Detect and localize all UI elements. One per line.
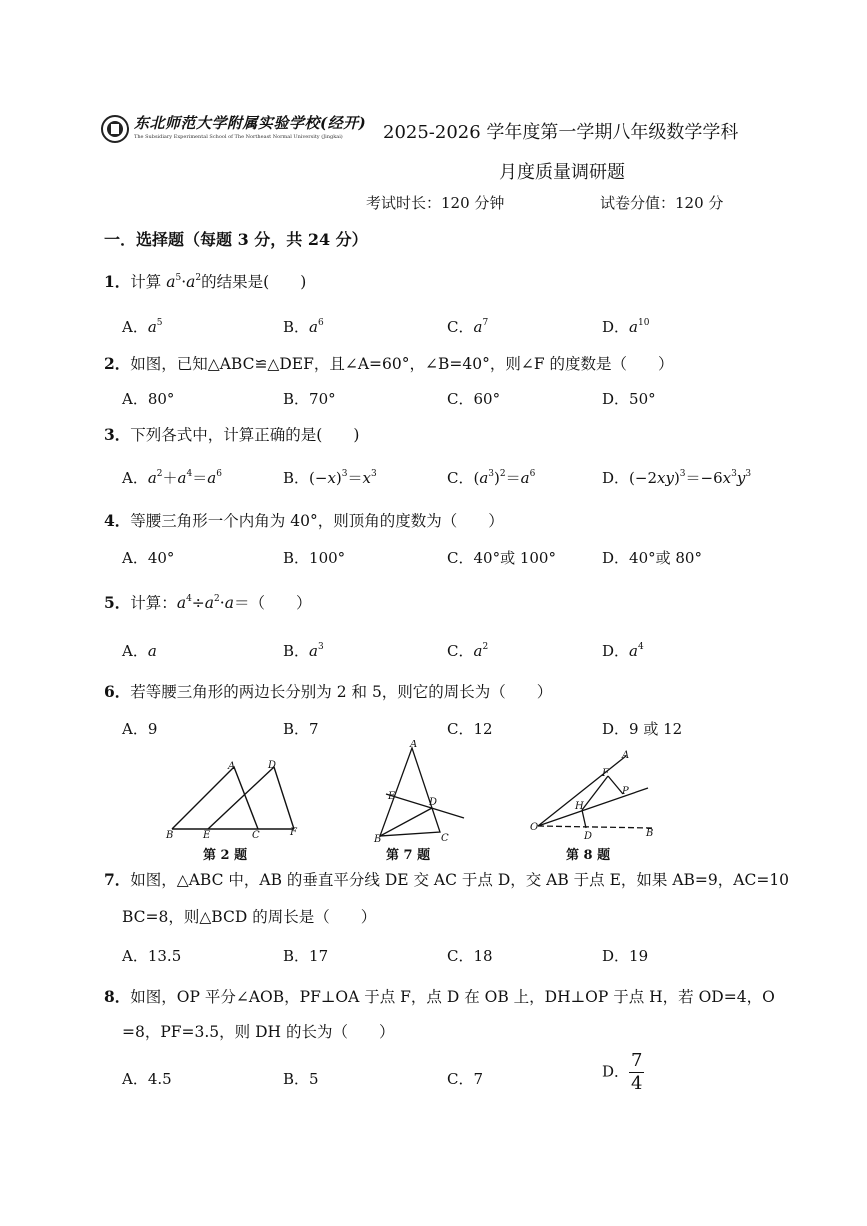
exam-subtitle: 月度质量调研题 <box>499 162 625 183</box>
question-1-option-d: D．$a^{10}$ <box>602 318 650 336</box>
figure-2-caption: 第 2 题 <box>203 848 248 863</box>
question-stem: 如图，OP 平分∠AOB，PF⊥OA 于点 F，点 D 在 OB 上，DH⊥OP 于点 H，若 OD=4，O <box>130 988 775 1006</box>
question-8-option-c: C．7 <box>447 1070 484 1088</box>
exam-score: 试卷分值：120 分 <box>600 194 724 212</box>
ray-oa <box>538 756 626 826</box>
question-number: 3． <box>104 425 131 444</box>
fraction: $\frac{7}{4}$ <box>631 1050 643 1094</box>
label-d: D <box>429 797 438 808</box>
question-7-option-d: D．19 <box>602 947 649 965</box>
question-3-option-b: B．$(-x)^3=x^3$ <box>283 469 377 487</box>
question-7-line-1 <box>104 868 789 890</box>
question-number: 5． <box>104 593 131 612</box>
question-6-option-a: A．9 <box>122 720 158 738</box>
question-3-option-d: D．$(-2xy)^3=-6x^3y^3$ <box>602 469 752 487</box>
question-8-option-d: D． $\frac{7}{4}$ <box>602 1050 643 1094</box>
label-a: A <box>228 761 236 772</box>
question-8-line-2: =8，PF=3.5，则 DH 的长为（ ） <box>122 1023 395 1041</box>
question-7-option-a: A．13.5 <box>122 947 182 965</box>
question-number: 2． <box>104 354 131 373</box>
question-3-option-c: C．$(a^3)^2=a^6$ <box>447 469 536 487</box>
question-5-option-d: D．$a^4$ <box>602 642 644 660</box>
triangle-def <box>208 767 294 829</box>
question-2-option-b: B．70° <box>283 390 336 408</box>
exam-duration: 考试时长：120 分钟 <box>366 194 505 212</box>
figure-8-caption: 第 8 题 <box>566 848 611 863</box>
section-title: 一．选择题（每题 3 分，共 24 分） <box>104 230 368 249</box>
figure-8 <box>528 746 658 841</box>
question-1-option-a: A．$a^5$ <box>122 318 163 336</box>
question-stem: 下列各式中，计算正确的是( ) <box>130 426 360 444</box>
label-b: B <box>374 834 382 845</box>
question-stem-post: ＝（ ） <box>233 594 312 612</box>
label-a: A <box>622 750 630 761</box>
question-5: 5．计算：$a^4\div a^2\cdot a=$（ ） <box>104 593 312 612</box>
figure-2 <box>160 755 310 840</box>
label-a: A <box>410 740 418 750</box>
question-6-option-d: D．9 或 12 <box>602 720 683 738</box>
question-number: 7． <box>104 870 131 889</box>
question-stem-pre: 计算 <box>130 273 167 291</box>
label-e: E <box>203 830 211 840</box>
question-5-option-c: C．$a^2$ <box>447 642 489 660</box>
exam-title: 2025-2026 学年度第一学期八年级数学学科 <box>383 122 739 143</box>
figure-7 <box>368 740 468 845</box>
question-stem: 如图，已知△ABC≌△DEF，且∠A=60°，∠B=40°，则∠F 的度数是（ ） <box>130 355 674 373</box>
question-number: 6． <box>104 682 131 701</box>
label-p: P <box>622 786 629 797</box>
question-5-option-b: B．$a^3$ <box>283 642 324 660</box>
figure-7-caption: 第 7 题 <box>386 848 431 863</box>
question-stem: 如图，△ABC 中，AB 的垂直平分线 DE 交 AC 于点 D，交 AB 于点 E，如果 AB=9，AC=10 <box>130 871 790 889</box>
label-d: D <box>584 831 593 841</box>
school-logo <box>100 112 367 146</box>
question-stem: 若等腰三角形的两边长分别为 2 和 5，则它的周长为（ ） <box>130 683 553 701</box>
question-3 <box>104 423 359 445</box>
question-6 <box>104 680 552 702</box>
question-number: 8． <box>104 987 131 1006</box>
question-stem: 等腰三角形一个内角为 40°，则顶角的度数为（ ） <box>130 512 504 530</box>
question-3-option-a: A．$a^2+a^4=a^6$ <box>122 469 222 487</box>
segment-dh <box>582 810 586 828</box>
label-f: F <box>602 768 609 779</box>
school-logo-subtext: The Subsidiary Experimental School of The Northeast Normal University (Jingkai) <box>134 134 343 140</box>
label-b: B <box>646 828 654 839</box>
question-2 <box>104 352 674 374</box>
segment-bd <box>380 808 432 836</box>
label-f: F <box>290 827 297 838</box>
school-emblem-icon <box>100 114 130 144</box>
question-2-option-a: A．80° <box>122 390 175 408</box>
question-7-option-b: B．17 <box>283 947 329 965</box>
question-8-line-1 <box>104 985 775 1007</box>
school-logo-text: 东北师范大学附属实验学校(经开) <box>134 114 367 132</box>
label-c: C <box>252 830 260 840</box>
question-6-option-b: B．7 <box>283 720 319 738</box>
triangle-abc <box>172 767 258 829</box>
question-6-option-c: C．12 <box>447 720 493 738</box>
label-e: E <box>388 791 396 802</box>
question-2-option-d: D．50° <box>602 390 656 408</box>
question-2-option-c: C．60° <box>447 390 501 408</box>
ray-ob <box>538 826 652 828</box>
label-c: C <box>441 833 449 844</box>
question-stem-pre: 计算： <box>130 594 177 612</box>
segment-pf <box>608 776 623 794</box>
question-8-option-a: A．4.5 <box>122 1070 172 1088</box>
label-o: O <box>530 822 539 833</box>
question-stem-post: 的结果是( ) <box>201 273 307 291</box>
question-1-option-b: B．$a^6$ <box>283 318 324 336</box>
label-b: B <box>166 830 174 840</box>
question-7-option-c: C．18 <box>447 947 493 965</box>
question-4-option-a: A．40° <box>122 549 175 567</box>
question-8-option-b: B．5 <box>283 1070 319 1088</box>
perpendicular-bisector-de <box>386 794 464 818</box>
question-4-option-c: C．40°或 100° <box>447 549 556 567</box>
label-d: D <box>268 760 277 771</box>
question-1-option-c: C．$a^7$ <box>447 318 489 336</box>
question-4 <box>104 509 504 531</box>
question-1: 1．计算 $a^5\cdot a^2$的结果是( ) <box>104 272 307 291</box>
label-h: H <box>575 801 584 812</box>
question-7-line-2: BC=8，则△BCD 的周长是（ ） <box>122 908 377 926</box>
question-number: 1． <box>104 272 131 291</box>
question-5-option-a: A．a <box>122 642 157 660</box>
ray-op <box>538 788 648 826</box>
question-4-option-b: B．100° <box>283 549 346 567</box>
question-4-option-d: D．40°或 80° <box>602 549 702 567</box>
question-number: 4． <box>104 511 131 530</box>
